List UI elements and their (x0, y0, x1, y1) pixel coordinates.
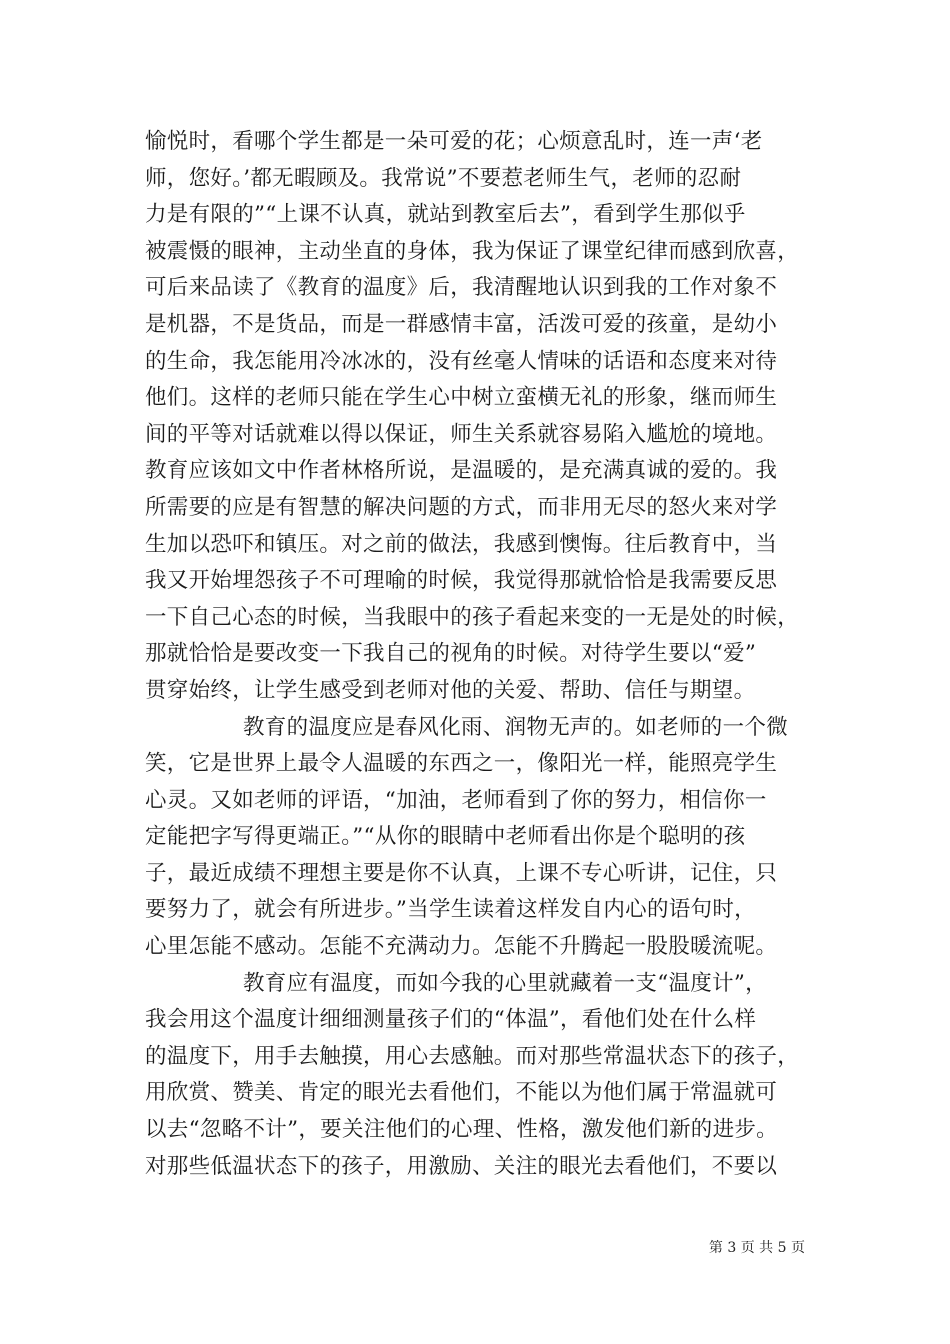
text-line: 可后来品读了《教育的温度》后，我清醒地认识到我的工作对象不 (145, 275, 778, 301)
text-line: 所需要的应是有智慧的解决问题的方式，而非用无尽的怒火来对学 (145, 494, 778, 520)
text-line: 教育应有温度，而如今我的心里就藏着一支“温度计”， (243, 970, 767, 996)
text-line: 师，您好。’都无暇顾及。我常说”不要惹老师生气，老师的忍耐 (145, 165, 742, 191)
body-text (145, 124, 805, 1185)
text-line: 贯穿始终，让学生感受到老师对他的关爱、帮助、信任与期望。 (145, 677, 756, 703)
text-line: 生加以恐吓和镇压。对之前的做法，我感到懊悔。往后教育中，当 (145, 531, 778, 557)
text-line: 要努力了，就会有所进步。”当学生读着这样发自内心的语句时， (145, 897, 756, 923)
text-line: 教育应该如文中作者林格所说，是温暖的，是充满真诚的爱的。我 (145, 458, 778, 484)
paragraph-1 (145, 124, 805, 710)
text-line: 我会用这个温度计细细测量孩子们的“体温”，看他们处在什么样 (145, 1007, 757, 1033)
text-line: 对那些低温状态下的孩子，用激励、关注的眼光去看他们，不要以 (145, 1153, 778, 1179)
text-line: 用欣赏、赞美、肯定的眼光去看他们，不能以为他们属于常温就可 (145, 1080, 778, 1106)
text-line: 是机器，不是货品，而是一群感情丰富，活泼可爱的孩童，是幼小 (145, 311, 778, 337)
text-line: 被震慑的眼神，主动坐直的身体，我为保证了课堂纪律而感到欣喜， (145, 238, 800, 264)
text-line: 的温度下，用手去触摸，用心去感触。而对那些常温状态下的孩子， (145, 1043, 800, 1069)
text-line: 他们。这样的老师只能在学生心中树立蛮横无礼的形象，继而师生 (145, 385, 778, 411)
paragraph-2 (145, 710, 805, 966)
text-line: 一下自己心态的时候，当我眼中的孩子看起来变的一无是处的时候， (145, 604, 800, 630)
text-line: 以去“忽略不计”，要关注他们的心理、性格，激发他们新的进步。 (145, 1117, 778, 1143)
text-line: 定能把字写得更端正。”“从你的眼睛中老师看出你是个聪明的孩 (145, 824, 746, 850)
paragraph-3 (145, 966, 805, 1186)
text-line: 教育的温度应是春风化雨、润物无声的。如老师的一个微 (243, 714, 789, 740)
page-number: 第 3 页 共 5 页 (708, 1240, 805, 1256)
text-line: 那就恰恰是要改变一下我自己的视角的时候。对待学生要以“爱” (145, 641, 757, 667)
text-line: 笑，它是世界上最令人温暖的东西之一，像阳光一样，能照亮学生 (145, 751, 778, 777)
text-line: 心里怎能不感动。怎能不充满动力。怎能不升腾起一股股暖流呢。 (145, 934, 778, 960)
text-line: 我又开始埋怨孩子不可理喻的时候，我觉得那就恰恰是我需要反思 (145, 568, 778, 594)
text-line: 的生命，我怎能用冷冰冰的，没有丝毫人情味的话语和态度来对待 (145, 348, 778, 374)
text-line: 心灵。又如老师的评语，“加油，老师看到了你的努力，相信你一 (145, 787, 767, 813)
text-line: 力是有限的”“上课不认真，就站到教室后去”，看到学生那似乎 (145, 202, 746, 228)
text-line: 间的平等对话就难以得以保证，师生关系就容易陷入尴尬的境地。 (145, 421, 778, 447)
text-line: 愉悦时，看哪个学生都是一朵可爱的花；心烦意乱时，连一声‘老 (145, 129, 763, 154)
text-line: 子，最近成绩不理想主要是你不认真，上课不专心听讲，记住，只 (145, 860, 778, 886)
